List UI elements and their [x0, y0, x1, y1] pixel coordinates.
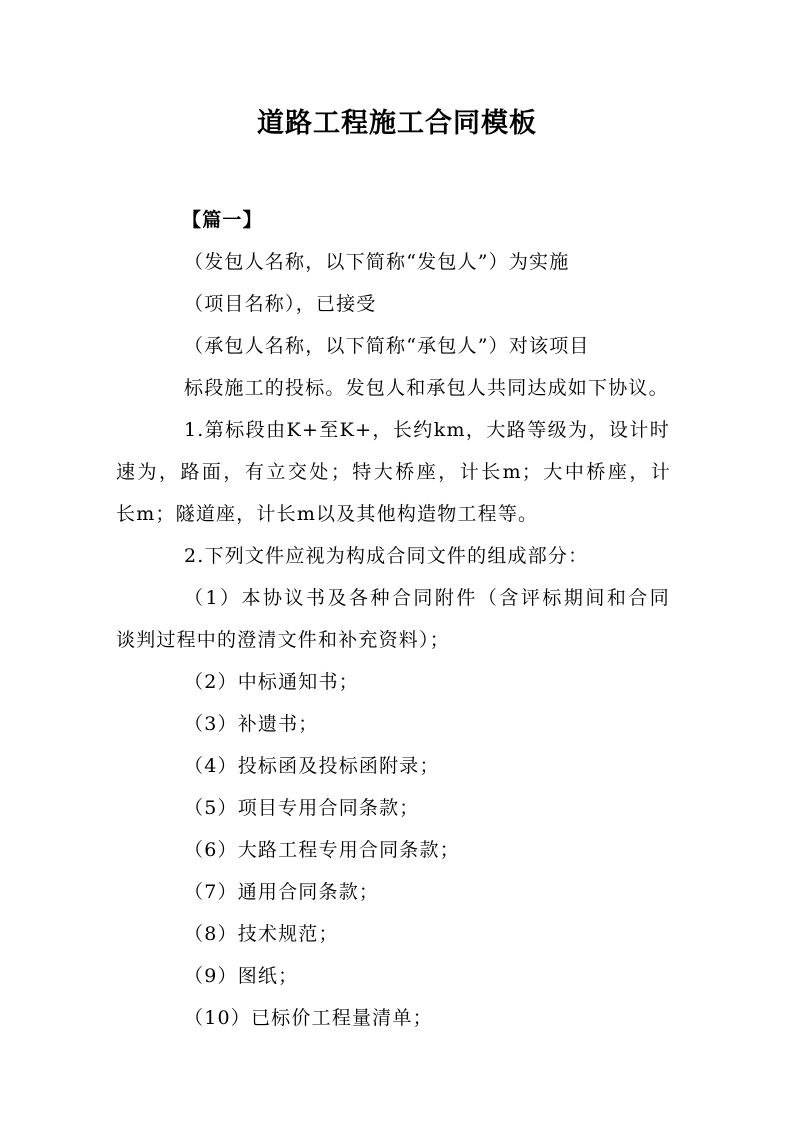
paragraph-project: （项目名称），已接受	[184, 293, 377, 315]
list-item-9: （9）图纸；	[184, 965, 299, 987]
clause-1-line-1: 1.第标段由K+至K+，长约km，大路等级为，设计时	[184, 419, 670, 441]
list-item-8: （8）技术规范；	[184, 923, 339, 945]
list-item-2: （2）中标通知书；	[184, 671, 359, 693]
list-item-7: （7）通用合同条款；	[184, 881, 380, 903]
list-item-1-line-2: 谈判过程中的澄清文件和补充资料）；	[116, 629, 450, 651]
clause-1-line-2: 速为，路面，有立交处；特大桥座，计长m；大中桥座，计	[116, 461, 671, 483]
list-item-4: （4）投标函及投标函附录；	[184, 755, 440, 777]
list-item-1-line-1: （1）本协议书及各种合同附件（含评标期间和合同	[184, 587, 670, 609]
clause-1-line-3: 长m；隧道座，计长m以及其他构造物工程等。	[116, 503, 539, 525]
section-label: 【篇一】	[182, 209, 263, 231]
paragraph-agreement: 标段施工的投标。发包人和承包人共同达成如下协议。	[184, 377, 669, 399]
list-item-10: （10）已标价工程量清单；	[184, 1007, 433, 1029]
paragraph-employer: （发包人名称，以下简称“发包人”）为实施	[184, 251, 570, 273]
list-item-6: （6）大路工程专用合同条款；	[184, 839, 460, 861]
clause-2: 2.下列文件应视为构成合同文件的组成部分：	[184, 545, 589, 567]
paragraph-contractor: （承包人名称，以下简称“承包人”）对该项目	[184, 335, 590, 357]
document-title: 道路工程施工合同模板	[257, 108, 537, 139]
list-item-5: （5）项目专用合同条款；	[184, 797, 420, 819]
list-item-3: （3）补遗书；	[184, 713, 319, 735]
